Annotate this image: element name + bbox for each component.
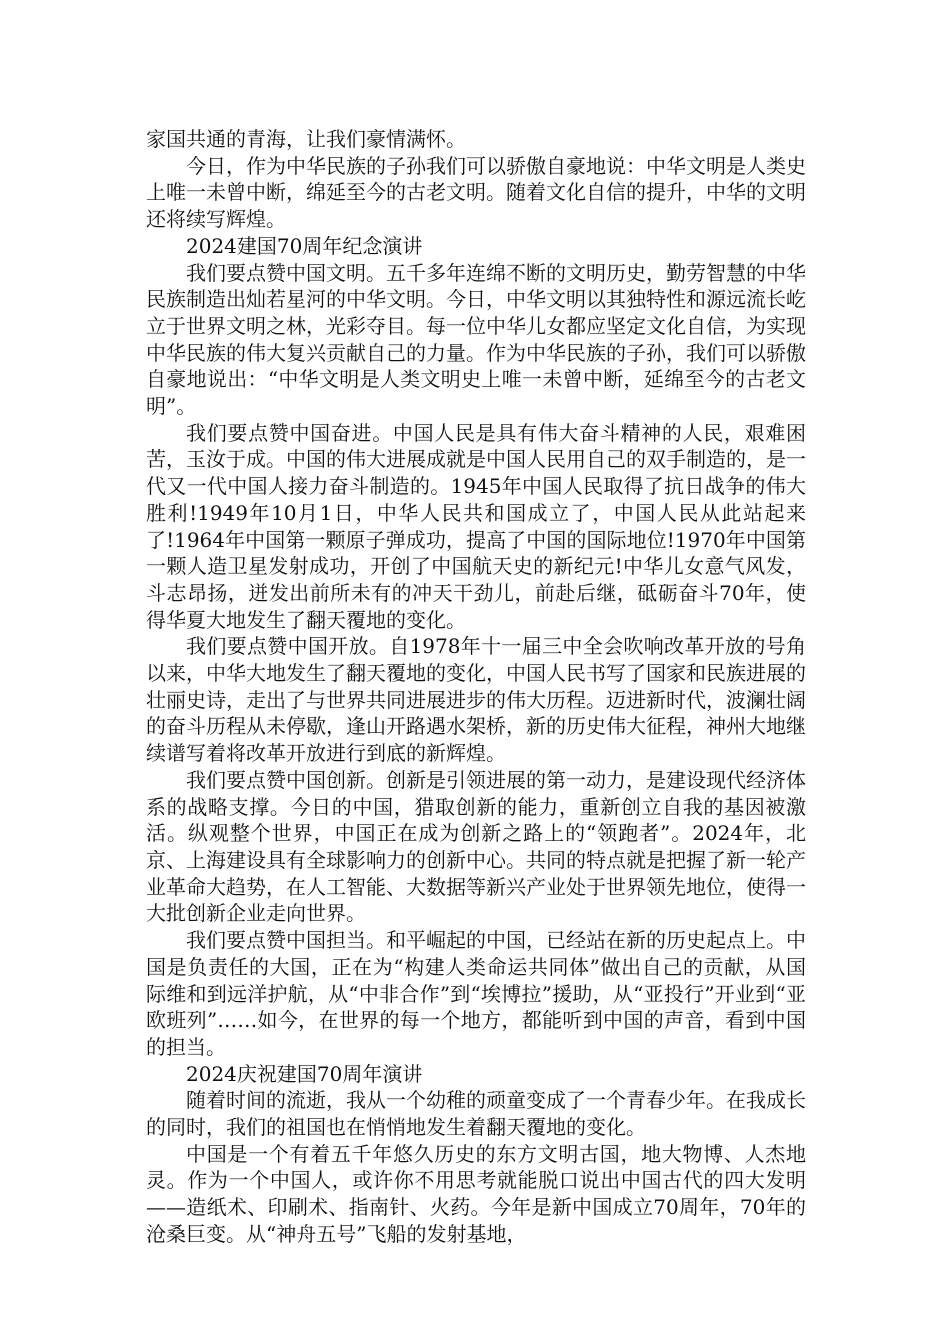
paragraph: 随着时间的流逝，我从一个幼稚的顽童变成了一个青春少年。在我成长的同时，我们的祖国也在悄悄地发生着翻天覆地的变化。 [146, 1088, 806, 1140]
paragraph: 我们要点赞中国奋进。中国人民是具有伟大奋斗精神的人民，艰难困苦，玉汝于成。中国的伟大进展成就是中国人民用自己的双手制造的，是一代又一代中国人接力奋斗制造的。1945年中国人民取得了抗日战争的伟大胜利!1949年10月1日，中华人民共和国成立了，中国人民从此站起来了!1964年中国第一颗原子弹成功，提高了中国的国际地位!1970年中国第一颗人造卫星发射成功，开创了中国航天史的新纪元!中华儿女意气风发，斗志昂扬，迸发出前所未有的冲天干劲儿，前赴后继，砥砺奋斗70年，使得华夏大地发生了翻天覆地的变化。 [146, 420, 806, 632]
paragraph: 今日，作为中华民族的子孙我们可以骄傲自豪地说：中华文明是人类史上唯一未曾中断，绵延至今的古老文明。随着文化自信的提升，中华的文明还将续写辉煌。 [146, 153, 806, 232]
paragraph: 我们要点赞中国开放。自1978年十一届三中全会吹响改革开放的号角以来，中华大地发生了翻天覆地的变化，中国人民书写了国家和民族进展的壮丽史诗，走出了与世界共同进展进步的伟大历程。迈进新时代，波澜壮阔的奋斗历程从未停歇，逢山开路遇水架桥，新的历史伟大征程，神州大地继续谱写着将改革开放进行到底的新辉煌。 [146, 634, 806, 766]
paragraph: 中国是一个有着五千年悠久历史的东方文明古国，地大物博、人杰地灵。作为一个中国人，或许你不用思考就能脱口说出中国古代的四大发明——造纸术、印刷术、指南针、火药。今年是新中国成立70周年，70年的沧桑巨变。从“神舟五号”飞船的发射基地， [146, 1141, 806, 1246]
section-heading: 2024建国70周年纪念演讲 [186, 233, 423, 258]
paragraph: 我们要点赞中国文明。五千多年连绵不断的文明历史，勤劳智慧的中华民族制造出灿若星河的中华文明。今日，中华文明以其独特性和源远流长屹立于世界文明之林，光彩夺目。每一位中华儿女都应坚定文化自信，为实现中华民族的伟大复兴贡献自己的力量。作为中华民族的子孙，我们可以骄傲自豪地说出：“中华文明是人类文明史上唯一未曾中断，延绵至今的古老文明”。 [146, 260, 806, 419]
document-page [146, 126, 806, 1248]
paragraph: 我们要点赞中国创新。创新是引领进展的第一动力，是建设现代经济体系的战略支撑。今日的中国，猎取创新的能力，重新创立自我的基因被激活。纵观整个世界，中国正在成为创新之路上的“领跑者”。2024年，北京、上海建设具有全球影响力的创新中心。共同的特点就是把握了新一轮产业革命大趋势，在人工智能、大数据等新兴产业处于世界领先地位，使得一大批创新企业走向世界。 [146, 767, 806, 926]
section-heading: 2024庆祝建国70周年演讲 [186, 1061, 423, 1086]
paragraph: 家国共通的青海，让我们豪情满怀。 [146, 127, 466, 151]
paragraph: 我们要点赞中国担当。和平崛起的中国，已经站在新的历史起点上。中国是负责任的大国，正在为“构建人类命运共同体”做出自己的贡献，从国际维和到远洋护航，从“中非合作”到“埃博拉”援助，从“亚投行”开业到“亚欧班列”……如今，在世界的每一个地方，都能听到中国的声音，看到中国的担当。 [146, 928, 806, 1059]
